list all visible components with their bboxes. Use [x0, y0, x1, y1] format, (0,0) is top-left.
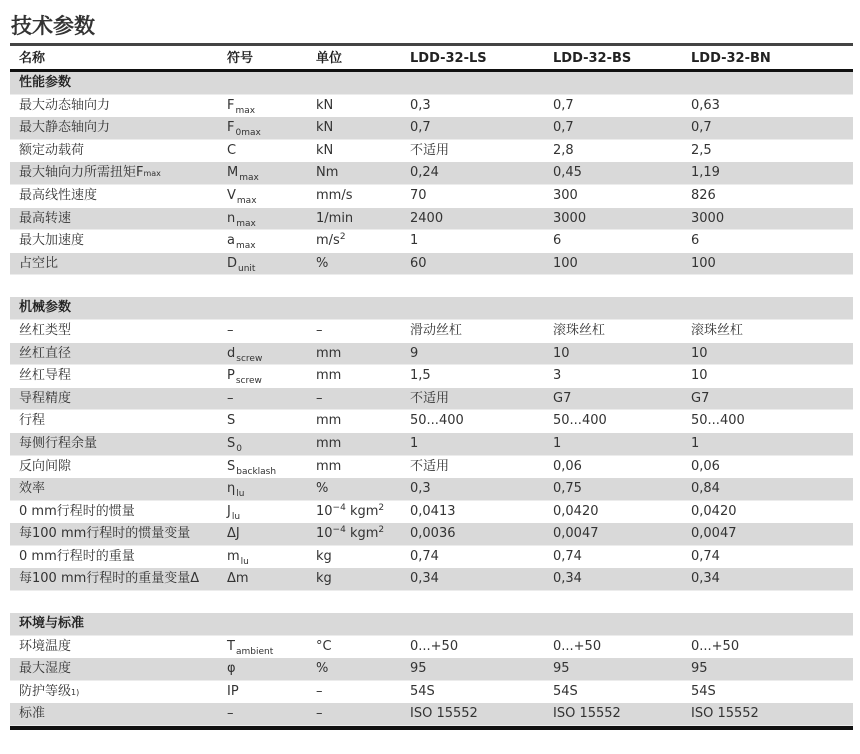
symbol-main: C [227, 142, 237, 158]
value-ldd-32-bn: 95 [691, 661, 708, 677]
table-row [10, 433, 853, 456]
value-ldd-32-bn: 10 [691, 345, 708, 361]
unit-main: – [316, 683, 323, 699]
param-name-text: 环境温度 [19, 638, 72, 654]
value-ldd-32-ls: 0,24 [410, 165, 439, 181]
param-name-text: 最大湿度 [19, 661, 72, 677]
table-row [10, 523, 853, 546]
param-name [19, 140, 84, 162]
param-symbol [227, 185, 257, 208]
value-ldd-32-ls: 滑动丝杠 [410, 322, 463, 338]
table-row [10, 162, 853, 185]
symbol-main: P [227, 368, 235, 384]
param-name-text: 每100 mm行程时的重量变量Δ [19, 571, 200, 587]
param-name-text: 标准 [19, 706, 46, 722]
value-ldd-32-bs: 50...400 [553, 413, 607, 429]
unit-superscript: −4 [332, 502, 346, 513]
table-row [10, 568, 853, 591]
param-unit [316, 117, 333, 139]
symbol-subscript: max [235, 105, 256, 116]
unit-main: 1/min [316, 210, 354, 226]
param-name [19, 230, 84, 252]
value-ldd-32-ls: 1 [410, 435, 419, 451]
table-row [10, 320, 853, 343]
table-row [10, 546, 853, 569]
value-ldd-32-ls: 9 [410, 345, 419, 361]
param-name [19, 681, 79, 704]
value-ldd-32-ls: 60 [410, 255, 427, 271]
value-ldd-32-bs: 0,7 [553, 97, 574, 113]
value-ldd-32-bs: G7 [553, 390, 572, 406]
symbol-subscript: lu [231, 511, 241, 522]
value-ldd-32-bs: 0...+50 [553, 638, 602, 654]
param-name [19, 501, 135, 523]
value-ldd-32-ls: 1 [410, 233, 419, 249]
param-unit [316, 95, 333, 117]
param-name [19, 546, 135, 568]
param-symbol [227, 456, 276, 479]
unit-tail: kgm [345, 526, 379, 542]
param-name [19, 208, 71, 230]
value-ldd-32-bs: ISO 15552 [553, 706, 621, 722]
symbol-subscript: 0max [235, 128, 261, 139]
value-ldd-32-bn: 0,0047 [691, 526, 737, 542]
table-row [10, 456, 853, 479]
unit-main: m/s [316, 233, 340, 249]
symbol-main: Δm [227, 571, 249, 587]
value-ldd-32-ls: 0,3 [410, 481, 431, 497]
unit-main: kg [316, 548, 332, 564]
param-name [19, 703, 45, 725]
symbol-subscript: screw [235, 376, 262, 387]
value-ldd-32-ls: 0...+50 [410, 638, 459, 654]
value-ldd-32-bn: 0,74 [691, 548, 720, 564]
symbol-main: m [227, 548, 240, 564]
symbol-subscript: lu [236, 489, 245, 500]
param-name [19, 320, 71, 342]
param-unit [316, 320, 323, 342]
param-name [19, 636, 71, 658]
table-row [10, 230, 853, 253]
section-header [10, 613, 853, 636]
param-name [19, 523, 190, 545]
table-row [10, 388, 853, 411]
param-symbol [227, 568, 249, 590]
param-name-text: 效率 [19, 481, 46, 497]
param-name [19, 658, 71, 680]
param-symbol [227, 523, 240, 545]
param-name [19, 253, 58, 275]
value-ldd-32-ls: 2400 [410, 210, 444, 226]
symbol-subscript: screw [236, 353, 263, 364]
param-name [19, 388, 71, 410]
param-unit [316, 253, 328, 275]
param-name-suffix: max [143, 169, 161, 179]
unit-main: Nm [316, 165, 339, 181]
value-ldd-32-bn: 54S [691, 683, 716, 699]
value-ldd-32-bs: 0,7 [553, 120, 574, 136]
param-name [19, 568, 199, 590]
value-ldd-32-ls: 不适用 [410, 458, 450, 474]
value-ldd-32-bs: 1 [553, 435, 562, 451]
value-ldd-32-bn: 6 [691, 233, 700, 249]
value-ldd-32-bn: 0,06 [691, 458, 720, 474]
symbol-subscript: max [236, 195, 257, 206]
value-ldd-32-bs: 0,45 [553, 165, 582, 181]
value-ldd-32-bs: 100 [553, 255, 578, 271]
unit-main: % [316, 661, 329, 677]
unit-main: 10 [316, 526, 333, 542]
param-name-text: 最大轴向力所需扭矩F [19, 165, 144, 181]
param-unit [316, 501, 384, 524]
header-unit: 单位 [316, 51, 343, 66]
symbol-main: S [227, 435, 236, 451]
param-name-text: 导程精度 [19, 390, 72, 406]
param-unit [316, 703, 323, 725]
param-name-suffix: 1) [71, 687, 80, 697]
table-header [10, 46, 853, 69]
unit-main: 10 [316, 503, 333, 519]
unit-main: % [316, 481, 329, 497]
param-name-text: 行程 [19, 413, 46, 429]
symbol-subscript: unit [238, 263, 256, 274]
value-ldd-32-bn: ISO 15552 [691, 706, 759, 722]
param-symbol [227, 343, 262, 366]
symbol-subscript: backlash [236, 466, 277, 477]
param-symbol [227, 253, 255, 276]
param-symbol [227, 320, 234, 342]
param-unit [316, 140, 333, 162]
symbol-main: M [227, 165, 239, 181]
symbol-subscript: ambient [235, 646, 274, 657]
value-ldd-32-bn: 0,63 [691, 97, 720, 113]
value-ldd-32-ls: 不适用 [410, 142, 450, 158]
param-unit [316, 636, 332, 658]
spec-table [10, 43, 853, 730]
header-symbol: 符号 [227, 51, 254, 66]
value-ldd-32-bn: 50...400 [691, 413, 745, 429]
symbol-main: – [227, 390, 234, 406]
table-row [10, 410, 853, 433]
table-row [10, 658, 853, 681]
symbol-subscript: 0 [236, 443, 242, 454]
value-ldd-32-ls: 50...400 [410, 413, 464, 429]
param-name [19, 478, 45, 500]
value-ldd-32-ls: 0,7 [410, 120, 431, 136]
param-symbol [227, 478, 244, 501]
symbol-main: T [227, 638, 235, 654]
value-ldd-32-ls: 95 [410, 661, 427, 677]
unit-tail: kgm [345, 503, 379, 519]
unit-main: mm [316, 368, 342, 384]
unit-main: mm [316, 413, 342, 429]
value-ldd-32-ls: 70 [410, 187, 427, 203]
symbol-main: n [227, 210, 236, 226]
param-name [19, 117, 110, 139]
symbol-subscript: max [239, 173, 259, 184]
param-unit [316, 523, 384, 546]
unit-tail-superscript: 2 [378, 525, 385, 536]
value-ldd-32-ls: 0,0413 [410, 503, 456, 519]
value-ldd-32-bn: 0,34 [691, 571, 720, 587]
unit-main: mm/s [316, 187, 353, 203]
table-row [10, 343, 853, 366]
param-symbol [227, 501, 240, 524]
value-ldd-32-bs: 0,0047 [553, 526, 599, 542]
value-ldd-32-bn: 3000 [691, 210, 725, 226]
table-row [10, 703, 853, 726]
param-unit [316, 208, 353, 230]
value-ldd-32-bs: 300 [553, 187, 578, 203]
param-name-text: 占空比 [19, 255, 59, 271]
param-symbol [227, 658, 236, 680]
value-ldd-32-bs: 0,34 [553, 571, 582, 587]
symbol-main: φ [227, 661, 236, 677]
unit-main: mm [316, 345, 342, 361]
value-ldd-32-ls: 54S [410, 683, 435, 699]
symbol-main: S [227, 413, 236, 429]
symbol-main: – [227, 706, 234, 722]
value-ldd-32-ls: 1,5 [410, 368, 431, 384]
unit-main: mm [316, 435, 342, 451]
param-symbol [227, 95, 255, 118]
value-ldd-32-bs: 2,8 [553, 142, 574, 158]
unit-main: mm [316, 458, 342, 474]
table-row [10, 95, 853, 118]
param-unit [316, 162, 338, 184]
value-ldd-32-bn: 1 [691, 435, 700, 451]
value-ldd-32-ls: 0,74 [410, 548, 439, 564]
value-ldd-32-bs: 滚珠丝杠 [553, 322, 606, 338]
param-name-text: 丝杠类型 [19, 322, 72, 338]
param-unit [316, 681, 323, 703]
section-title: 性能参数 [19, 75, 72, 90]
value-ldd-32-bn: 826 [691, 187, 716, 203]
unit-main: kN [316, 142, 334, 158]
param-name [19, 365, 71, 387]
table-row [10, 681, 853, 704]
param-name-text: 丝杠导程 [19, 368, 72, 384]
symbol-main: F [227, 120, 235, 136]
table-row [10, 117, 853, 140]
param-unit [316, 546, 332, 568]
value-ldd-32-bs: 0,75 [553, 481, 582, 497]
value-ldd-32-bn: 10 [691, 368, 708, 384]
param-unit [316, 433, 341, 455]
section-title: 环境与标准 [19, 616, 85, 632]
param-symbol [227, 681, 239, 703]
param-name-text: 丝杠直径 [19, 345, 72, 361]
value-ldd-32-bn: 2,5 [691, 142, 712, 158]
value-ldd-32-bn: 0,7 [691, 120, 712, 136]
param-symbol [227, 365, 262, 388]
header-name: 名称 [19, 51, 46, 66]
value-ldd-32-bs: 10 [553, 345, 570, 361]
param-name [19, 410, 45, 432]
table-row [10, 636, 853, 659]
value-ldd-32-bn: 100 [691, 255, 716, 271]
symbol-subscript: max [236, 218, 256, 229]
section-header [10, 297, 853, 320]
unit-main: kg [316, 571, 332, 587]
param-symbol [227, 703, 234, 725]
symbol-main: a [227, 233, 235, 249]
section-spacer [10, 591, 853, 613]
symbol-main: ΔJ [227, 526, 240, 542]
param-symbol [227, 208, 256, 231]
param-name [19, 433, 97, 455]
table-row [10, 478, 853, 501]
param-name-text: 额定动载荷 [19, 142, 85, 158]
unit-main: – [316, 706, 323, 722]
value-ldd-32-bs: 3 [553, 368, 562, 384]
param-symbol [227, 433, 242, 456]
param-name-text: 每侧行程余量 [19, 435, 98, 451]
header-model-bn: LDD-32-BN [691, 51, 771, 66]
param-unit [316, 343, 341, 365]
symbol-subscript: max [235, 241, 256, 252]
param-name-text: 反向间隙 [19, 458, 72, 474]
symbol-main: η [227, 481, 236, 497]
value-ldd-32-bn: 滚珠丝杠 [691, 322, 744, 338]
symbol-main: F [227, 97, 235, 113]
param-name [19, 343, 71, 365]
table-row [10, 253, 853, 276]
unit-main: kN [316, 97, 334, 113]
value-ldd-32-bs: 54S [553, 683, 578, 699]
param-name-text: 最大静态轴向力 [19, 120, 111, 136]
param-unit [316, 410, 341, 432]
value-ldd-32-ls: 0,34 [410, 571, 439, 587]
table-row [10, 501, 853, 524]
param-name-text: 最高线性速度 [19, 187, 98, 203]
unit-main: kN [316, 120, 334, 136]
param-name-text: 最大加速度 [19, 233, 85, 249]
unit-main: – [316, 322, 323, 338]
param-symbol [227, 636, 273, 659]
param-name-text: 0 mm行程时的惯量 [19, 503, 135, 519]
param-unit [316, 478, 328, 500]
symbol-main: IP [227, 683, 239, 699]
param-name [19, 162, 161, 185]
symbol-main: V [227, 187, 236, 203]
param-name-text: 最高转速 [19, 210, 72, 226]
unit-main: °C [316, 638, 332, 654]
param-name-text: 每100 mm行程时的惯量变量 [19, 526, 191, 542]
param-unit [316, 365, 341, 387]
value-ldd-32-bn: 0...+50 [691, 638, 740, 654]
param-name-text: 最大动态轴向力 [19, 97, 111, 113]
param-symbol [227, 230, 256, 253]
param-name [19, 456, 71, 478]
unit-main: % [316, 255, 329, 271]
param-unit [316, 568, 332, 590]
value-ldd-32-bn: 0,84 [691, 481, 720, 497]
param-unit [316, 456, 341, 478]
param-name-text: 防护等级 [19, 683, 72, 699]
param-name-text: 0 mm行程时的重量 [19, 548, 135, 564]
unit-tail-superscript: 2 [378, 502, 385, 513]
symbol-main: D [227, 255, 238, 271]
param-unit [316, 658, 328, 680]
symbol-main: S [227, 458, 236, 474]
table-row [10, 140, 853, 163]
unit-main: – [316, 390, 323, 406]
table-row [10, 208, 853, 231]
value-ldd-32-bs: 6 [553, 233, 562, 249]
table-body [10, 72, 853, 726]
param-unit [316, 185, 352, 207]
value-ldd-32-bs: 0,0420 [553, 503, 599, 519]
param-symbol [227, 162, 259, 185]
header-model-ls: LDD-32-LS [410, 51, 487, 66]
value-ldd-32-ls: 0,3 [410, 97, 431, 113]
symbol-main: – [227, 322, 234, 338]
symbol-main: d [227, 345, 236, 361]
value-ldd-32-ls: 不适用 [410, 390, 450, 406]
header-model-bs: LDD-32-BS [553, 51, 632, 66]
param-name [19, 95, 110, 117]
param-name [19, 185, 97, 207]
value-ldd-32-bs: 0,74 [553, 548, 582, 564]
section-title: 机械参数 [19, 300, 72, 316]
page-title: 技术参数 [11, 14, 95, 38]
section-header [10, 72, 853, 95]
param-unit [316, 388, 323, 410]
value-ldd-32-ls: 0,0036 [410, 526, 456, 542]
param-unit [316, 230, 346, 253]
value-ldd-32-bn: 0,0420 [691, 503, 737, 519]
value-ldd-32-ls: ISO 15552 [410, 706, 478, 722]
param-symbol [227, 546, 249, 569]
value-ldd-32-bn: G7 [691, 390, 710, 406]
value-ldd-32-bs: 0,06 [553, 458, 582, 474]
value-ldd-32-bn: 1,19 [691, 165, 720, 181]
unit-superscript: 2 [339, 232, 346, 243]
symbol-subscript: lu [240, 556, 249, 567]
param-symbol [227, 140, 236, 162]
symbol-main: J [227, 503, 231, 519]
value-ldd-32-bs: 95 [553, 661, 570, 677]
value-ldd-32-bs: 3000 [553, 210, 587, 226]
table-row [10, 185, 853, 208]
param-symbol [227, 388, 234, 410]
unit-superscript: −4 [332, 525, 346, 536]
section-spacer [10, 275, 853, 297]
table-row [10, 365, 853, 388]
param-symbol [227, 410, 235, 432]
table-bottom-rule [10, 726, 853, 730]
param-symbol [227, 117, 261, 140]
